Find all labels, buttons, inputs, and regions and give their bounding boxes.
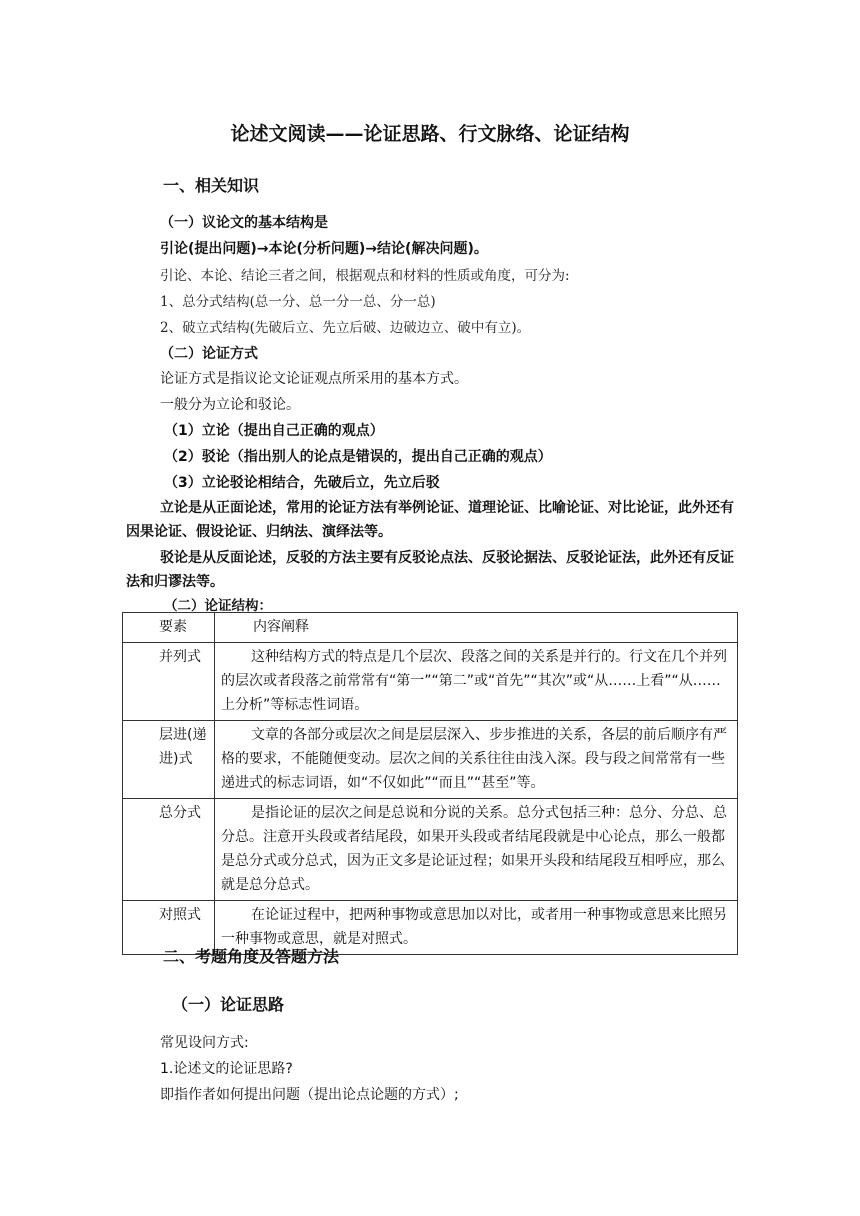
table-row [123, 643, 738, 721]
row-key: 对照式 [123, 901, 215, 955]
sub1-heading: （一）议论文的基本结构是 [160, 215, 328, 231]
table-row [123, 799, 738, 901]
row-content: 文章的各部分或层次之间是层层深入、步步推进的关系，各层的前后顺序有严格的要求，不能随便变动。层次之间的关系往往由浅入深。段与段之间常常有一些递进式的标志词语，如“不仅如此”“而且”“甚至”等。 [215, 721, 738, 799]
row-key: 并列式 [123, 643, 215, 721]
section1-heading: 一、相关知识 [163, 176, 260, 195]
row-content: 是指论证的层次之间是总说和分说的关系。总分式包括三种：总分、分总、总分总。注意开头段或者结尾段，如果开头段或者结尾段就是中心论点，那么一般都是总分式或分总式，因为正文多是论证过程；如果开头段和结尾段互相呼应，那么就是总分总式。 [215, 799, 738, 901]
bolun-paragraph: 驳论是从反面论述，反驳的方法主要有反驳论点法、反驳论据法、反驳论证法，此外还有反证法和归谬法等。 [126, 550, 734, 590]
sub2-heading: （二）论证方式 [160, 346, 258, 362]
sub1-line: 2、破立式结构(先破后立、先立后破、边破边立、破中有立)。 [160, 320, 531, 336]
sub1-line: 引论、本论、结论三者之间，根据观点和材料的性质或角度，可分为: [160, 268, 570, 284]
structure-table [122, 612, 738, 955]
table-header-row [123, 613, 738, 643]
header-cell-key: 要素 [123, 613, 215, 643]
row-key: 层进(递进)式 [123, 721, 215, 799]
section2-sub-heading: （一）论证思路 [172, 995, 285, 1014]
row-key: 总分式 [123, 799, 215, 901]
sub3-heading: （二）论证结构： [164, 598, 272, 614]
sub2-item: （1）立论（提出自己正确的观点） [164, 423, 384, 439]
table-row [123, 721, 738, 799]
section2-heading: 二、考题角度及答题方法 [163, 947, 340, 966]
lilun-paragraph: 立论是从正面论述，常用的论证方法有举例论证、道理论证、比喻论证、对比论证，此外还有因果论证、假设论证、归纳法、演绎法等。 [126, 500, 734, 540]
section2-line: 常见设问方式: [160, 1035, 249, 1051]
row-content: 这种结构方式的特点是几个层次、段落之间的关系是并行的。行文在几个并列的层次或者段落之前常常有“第一”“第二”或“首先”“其次”或“从……上看”“从……上分析”等标志性词语。 [215, 643, 738, 721]
sub2-item: （2）驳论（指出别人的论点是错误的，提出自己正确的观点） [164, 449, 552, 465]
row-content: 在论证过程中，把两种事物或意思加以对比，或者用一种事物或意思来比照另一种事物或意思，就是对照式。 [215, 901, 738, 955]
sub2-item: （3）立论驳论相结合，先破后立，先立后驳 [164, 475, 440, 491]
section2-line: 1.论述文的论证思路? [160, 1061, 293, 1077]
sub1-line: 1、总分式结构(总一分、总一分一总、分一总) [160, 294, 436, 310]
section2-line: 即指作者如何提出问题（提出论点论题的方式）; [160, 1087, 459, 1103]
sub2-line: 一般分为立论和驳论。 [160, 397, 300, 413]
header-cell-content: 内容阐释 [215, 613, 738, 643]
document-title: 论述文阅读——论证思路、行文脉络、论证结构 [230, 123, 630, 145]
sub2-line: 论证方式是指议论文论证观点所采用的基本方式。 [160, 371, 468, 387]
sub1-formula: 引论(提出问题)→本论(分析问题)→结论(解决问题)。 [160, 241, 488, 257]
